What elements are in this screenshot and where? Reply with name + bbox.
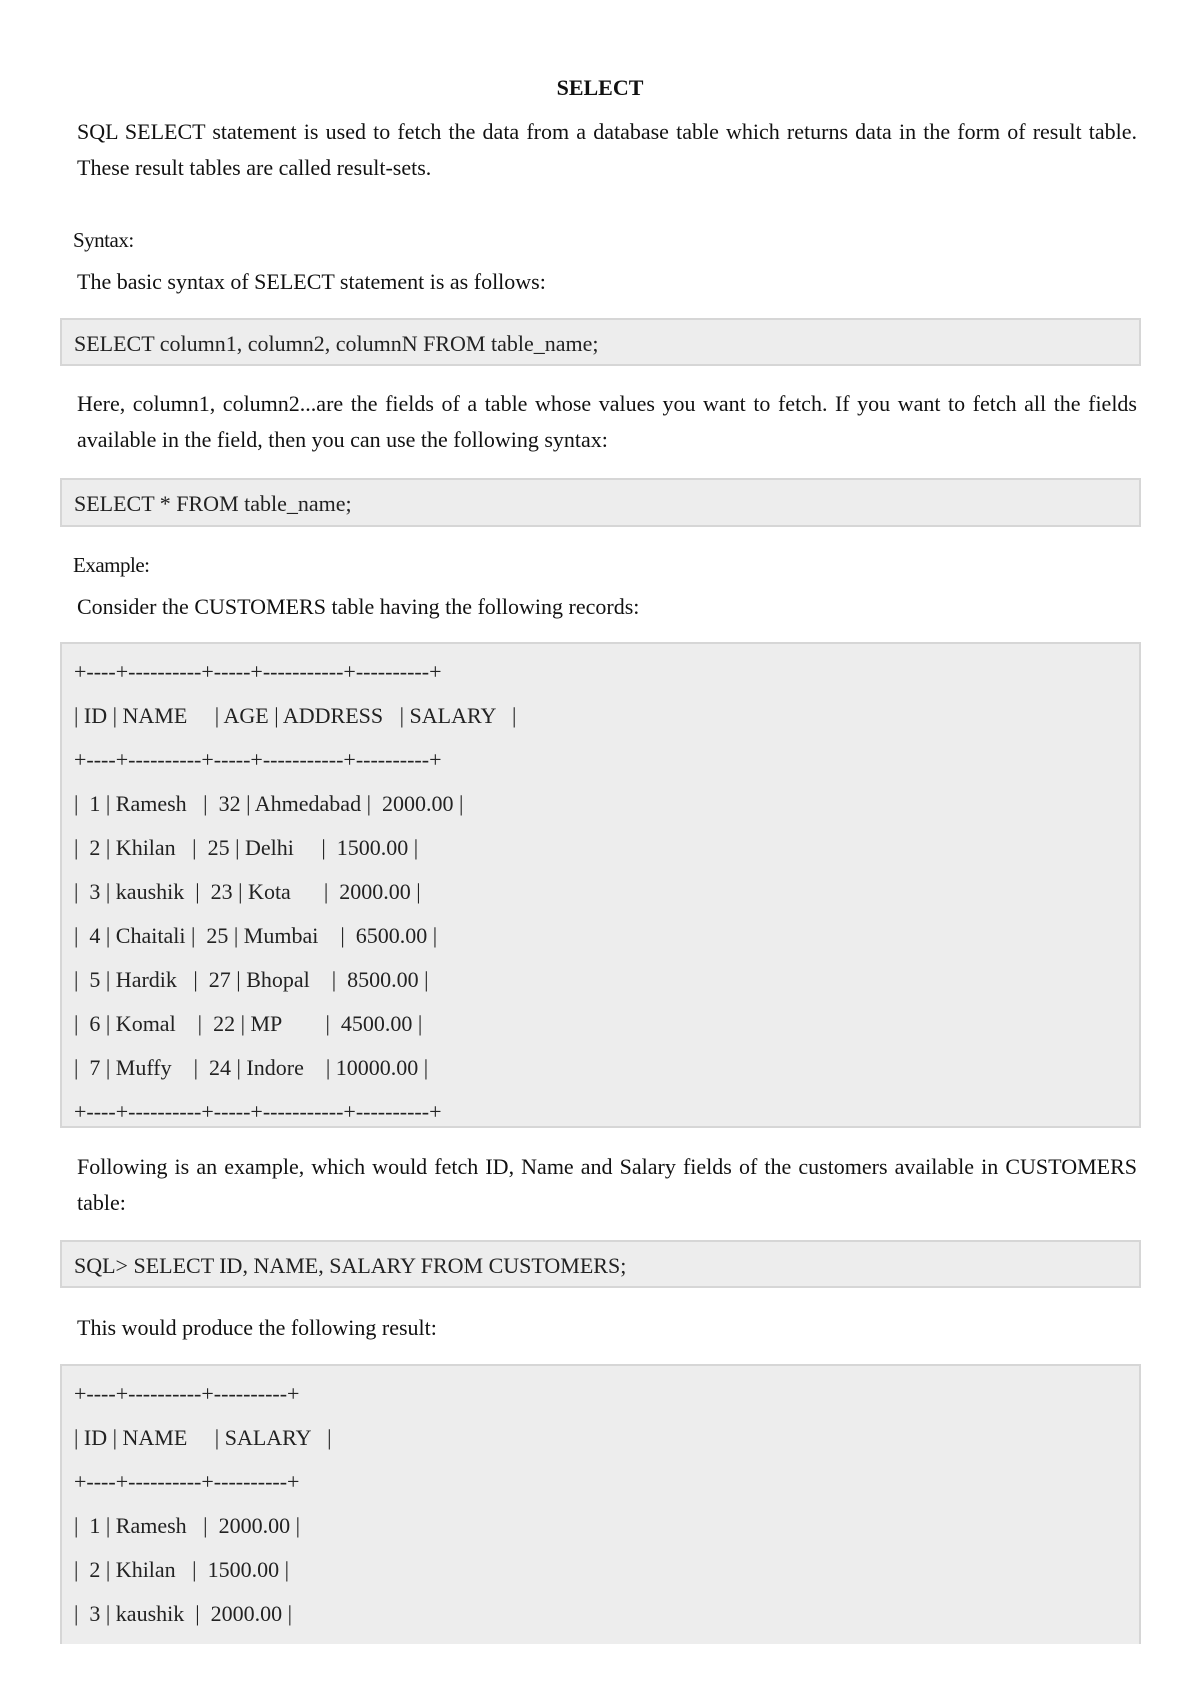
result-intro: This would produce the following result: bbox=[77, 1315, 437, 1340]
following-paragraph: Following is an example, which would fetch ID, Name and Salary fields of the customers available in CUSTOMERS table: bbox=[77, 1154, 1137, 1215]
query-code-block bbox=[60, 1240, 1141, 1288]
result-table-block bbox=[60, 1364, 1141, 1644]
customers-table-border: +----+----------+-----+-----------+----------+ bbox=[74, 659, 442, 684]
intro-paragraph: SQL SELECT statement is used to fetch the data from a database table which returns data in the form of result table. These result tables are called result-sets. bbox=[77, 119, 1137, 180]
syntax-code: SELECT column1, column2, columnN FROM table_name; bbox=[74, 331, 599, 356]
syntax-code-block bbox=[60, 318, 1141, 366]
customers-table-row: | 4 | Chaitali | 25 | Mumbai | 6500.00 | bbox=[74, 923, 438, 948]
result-table-border: +----+----------+----------+ bbox=[74, 1381, 300, 1406]
customers-table-row: | 6 | Komal | 22 | MP | 4500.00 | bbox=[74, 1011, 423, 1036]
fields-paragraph: Here, column1, column2...are the fields of a table whose values you want to fetch. If you want to fetch all the fields available in the field, then you can use the following syntax: bbox=[77, 391, 1137, 452]
result-table-border: +----+----------+----------+ bbox=[74, 1469, 300, 1494]
customers-table-row: | 5 | Hardik | 27 | Bhopal | 8500.00 | bbox=[74, 967, 429, 992]
select-all-code: SELECT * FROM table_name; bbox=[74, 491, 352, 516]
result-table-row: | 3 | kaushik | 2000.00 | bbox=[74, 1601, 293, 1626]
select-all-code-block bbox=[60, 478, 1141, 527]
result-table-row: | 2 | Khilan | 1500.00 | bbox=[74, 1557, 289, 1582]
customers-table-header: | ID | NAME | AGE | ADDRESS | SALARY | bbox=[74, 703, 517, 728]
query-code: SQL> SELECT ID, NAME, SALARY FROM CUSTOMERS; bbox=[74, 1253, 627, 1278]
customers-table-row: | 1 | Ramesh | 32 | Ahmedabad | 2000.00 | bbox=[74, 791, 464, 816]
customers-table-row: | 2 | Khilan | 25 | Delhi | 1500.00 | bbox=[74, 835, 419, 860]
example-label: Example: bbox=[73, 553, 150, 577]
customers-table-block bbox=[60, 642, 1141, 1128]
result-table-header: | ID | NAME | SALARY | bbox=[74, 1425, 332, 1450]
customers-table-border: +----+----------+-----+-----------+----------+ bbox=[74, 747, 442, 772]
customers-table-row: | 3 | kaushik | 23 | Kota | 2000.00 | bbox=[74, 879, 421, 904]
result-table-row: | 1 | Ramesh | 2000.00 | bbox=[74, 1513, 300, 1538]
page-title: SELECT bbox=[556, 75, 644, 100]
syntax-label: Syntax: bbox=[73, 228, 134, 252]
syntax-intro: The basic syntax of SELECT statement is as follows: bbox=[77, 269, 546, 294]
customers-table-row: | 7 | Muffy | 24 | Indore | 10000.00 | bbox=[74, 1055, 429, 1080]
customers-table-border: +----+----------+-----+-----------+----------+ bbox=[74, 1099, 442, 1124]
example-intro: Consider the CUSTOMERS table having the following records: bbox=[77, 594, 640, 619]
